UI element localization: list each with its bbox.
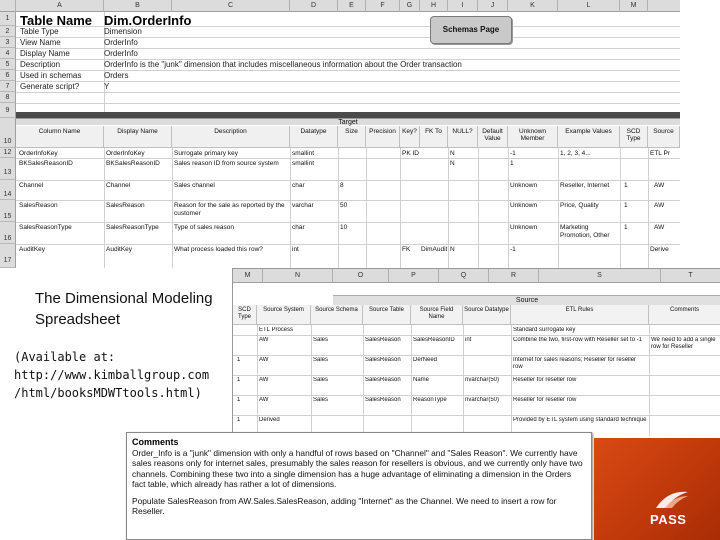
source-section-label: Source — [333, 295, 720, 305]
table-cell[interactable]: N — [450, 160, 455, 167]
table-cell[interactable]: Channel — [106, 182, 131, 189]
meta-value-display-name[interactable]: OrderInfo — [104, 49, 138, 58]
column-header-row — [233, 269, 720, 283]
table-cell[interactable]: ETL Process — [259, 327, 294, 333]
table-cell[interactable]: Reseller for reseller row — [513, 377, 577, 383]
row-header[interactable]: 5 — [0, 59, 16, 70]
col-header-t[interactable]: T — [661, 269, 720, 283]
table-cell[interactable]: DerNeed — [413, 357, 438, 363]
schemas-page-button[interactable]: Schemas Page — [430, 16, 512, 44]
table-cell[interactable]: Provided by ETL system using standard technique — [513, 417, 647, 423]
table-cell[interactable]: smallint — [292, 150, 315, 157]
row-header[interactable]: 10 — [0, 118, 16, 148]
col-header-j[interactable]: J — [478, 0, 508, 12]
header-unknown-member[interactable]: Unknown Member — [508, 126, 558, 148]
table-cell[interactable]: AW — [259, 397, 269, 403]
meta-label-used-in-schemas[interactable]: Used in schemas — [20, 71, 82, 80]
table-cell[interactable]: N — [450, 246, 455, 253]
table-cell[interactable]: 1 — [624, 202, 628, 209]
comments-title: Comments — [132, 437, 179, 447]
table-cell[interactable]: int — [292, 246, 299, 253]
table-cell[interactable]: OrderInfoKey — [106, 150, 145, 157]
header-source-system[interactable]: Source System — [257, 305, 311, 325]
table-cell[interactable]: What process loaded this row? — [174, 246, 263, 253]
table-cell[interactable]: -1 — [510, 246, 516, 253]
table-cell[interactable]: Unknown — [510, 182, 538, 189]
row-header[interactable]: 9 — [0, 103, 16, 118]
table-cell[interactable]: Reseller, Internet — [560, 182, 610, 189]
table-cell[interactable]: smallint — [292, 160, 315, 167]
table-cell[interactable]: BKSalesReasonID — [106, 160, 160, 167]
col-header-a[interactable]: A — [16, 0, 104, 12]
header-source[interactable]: Source — [648, 126, 680, 148]
table-cell[interactable]: Sales — [313, 377, 329, 383]
table-cell[interactable]: 1 — [624, 182, 628, 189]
pass-logo — [594, 438, 720, 540]
table-cell[interactable]: Derived — [259, 417, 280, 423]
table-cell[interactable]: Channel — [19, 182, 44, 189]
table-cell[interactable]: Name — [413, 377, 430, 383]
col-header-o[interactable]: O — [333, 269, 389, 283]
table-cell[interactable]: FK — [402, 246, 411, 253]
caption-available-url[interactable]: (Available at: http://www.kimballgroup.com /html/booksMDWTtools.html) — [14, 350, 210, 400]
comments-body: Order_Info is a "junk" dimension with only a handful of rows based on "Channel" and "Sales Reason". We currently have sales reasons only for internet sales, presumably the sales reason for resellers is obvious, and we currently only have two channels. Combining these two into a single dimension has a huge advantage of eliminating a dimension in the Orders fact table, which already has rather a lot of dimensions. — [132, 448, 583, 490]
table-cell[interactable]: char — [292, 224, 305, 231]
table-cell[interactable]: ReasonType — [413, 397, 447, 403]
header-description[interactable]: Description — [172, 126, 290, 148]
table-cell[interactable]: Reason for the sale as reported by the customer — [174, 202, 285, 217]
pass-swoosh-icon — [654, 488, 690, 510]
table-cell[interactable]: 1 — [237, 377, 241, 383]
table-cell[interactable]: 1 — [237, 357, 241, 363]
row-header[interactable]: 4 — [0, 48, 16, 59]
table-cell[interactable]: SalesReason — [106, 202, 145, 209]
table-cell[interactable]: SalesReason — [365, 337, 401, 343]
table-cell[interactable]: Unknown — [510, 202, 538, 209]
target-section-label: Target — [16, 118, 680, 125]
header-source-schema[interactable]: Source Schema — [311, 305, 363, 325]
meta-label-table-type[interactable]: Table Type — [20, 27, 59, 36]
header-size[interactable]: Size — [338, 126, 366, 148]
table-cell[interactable]: SalesReason — [365, 357, 401, 363]
spreadsheet-source-section — [232, 268, 720, 436]
table-cell[interactable]: PK ID — [402, 150, 419, 157]
row-header[interactable]: 13 — [0, 158, 16, 180]
table-cell[interactable]: Price, Quality — [560, 202, 599, 209]
header-column-name[interactable]: Column Name — [16, 126, 104, 148]
spreadsheet-dim-order-info — [0, 0, 680, 268]
col-header-b[interactable]: B — [104, 0, 172, 12]
row-header[interactable]: 14 — [0, 180, 16, 200]
table-cell[interactable]: SalesReason — [365, 377, 401, 383]
table-cell[interactable]: 8 — [340, 182, 344, 189]
col-header-s[interactable]: S — [539, 269, 661, 283]
table-cell[interactable]: Derive — [650, 246, 669, 253]
meta-value-description[interactable]: OrderInfo is the "junk" dimension that includes miscellaneous information about the Order transaction — [104, 60, 462, 69]
comments-body-populate: Populate SalesReason from AW.Sales.SalesReason, adding "Internet" as the Channel. We need to insert a row for Reseller. — [132, 495, 557, 517]
table-cell[interactable]: We need to add a single row for Reseller — [651, 337, 716, 350]
col-header-e[interactable]: E — [338, 0, 366, 12]
table-cell[interactable]: Type of sales reason — [174, 224, 234, 231]
table-cell[interactable]: Internet for sales reasons; Reseller for reseller row — [513, 357, 637, 370]
header-null[interactable]: NULL? — [448, 126, 478, 148]
table-cell[interactable]: Surrogate primary key — [174, 150, 238, 157]
table-cell[interactable]: SalesReason — [365, 397, 401, 403]
table-name-label[interactable]: Table Name — [20, 13, 93, 28]
header-etl-rules[interactable]: ETL Rules — [511, 305, 649, 325]
meta-label-generate-script[interactable]: Generate script? — [20, 82, 80, 91]
header-source-table[interactable]: Source Table — [363, 305, 411, 325]
header-fk-to[interactable]: FK To — [420, 126, 448, 148]
table-cell[interactable]: 1 — [237, 417, 241, 423]
table-cell[interactable]: AuditKey — [19, 246, 46, 253]
meta-label-view-name[interactable]: View Name — [20, 38, 61, 47]
table-cell[interactable]: varchar — [292, 202, 314, 209]
col-header-f[interactable]: F — [366, 0, 400, 12]
header-scd-type[interactable]: SCD Type — [233, 305, 257, 325]
header-display-name[interactable]: Display Name — [104, 126, 172, 148]
table-cell[interactable]: char — [292, 182, 305, 189]
meta-value-used-in-schemas[interactable]: Orders — [104, 71, 129, 80]
header-datatype[interactable]: Datatype — [290, 126, 338, 148]
row-header[interactable]: 16 — [0, 222, 16, 244]
table-cell[interactable]: Sales — [313, 337, 329, 343]
col-header-c[interactable]: C — [172, 0, 290, 12]
table-cell[interactable]: N — [450, 150, 455, 157]
header-precision[interactable]: Precision — [366, 126, 400, 148]
col-header-q[interactable]: Q — [439, 269, 489, 283]
col-header-g[interactable]: G — [400, 0, 420, 12]
caption-title: The Dimensional Modeling Spreadsheet — [35, 290, 213, 328]
table-name-value[interactable]: Dim.OrderInfo — [104, 13, 192, 28]
header-source-datatype[interactable]: Source Datatype — [463, 305, 511, 325]
table-cell[interactable]: AW — [259, 377, 269, 383]
meta-value-view-name[interactable]: OrderInfo — [104, 38, 138, 47]
table-cell[interactable]: AW — [259, 357, 269, 363]
col-header-m[interactable]: M — [620, 0, 648, 12]
table-cell[interactable]: 50 — [340, 202, 348, 209]
table-cell[interactable]: DimAudit — [421, 246, 448, 253]
table-cell[interactable]: 1 — [237, 397, 241, 403]
col-header-m[interactable]: M — [233, 269, 263, 283]
table-cell[interactable]: Sales reason ID from source system — [174, 160, 279, 167]
row-header[interactable]: 17 — [0, 244, 16, 268]
table-cell[interactable]: 10 — [340, 224, 348, 231]
column-header-row — [0, 0, 680, 12]
table-cell[interactable]: Marketing Promotion, Other — [560, 224, 610, 239]
table-cell[interactable]: nvarchar(50) — [465, 397, 500, 403]
table-cell[interactable]: Reseller for reseller row — [513, 397, 577, 403]
col-header-n[interactable]: N — [263, 269, 333, 283]
header-example-values[interactable]: Example Values — [558, 126, 620, 148]
table-cell[interactable]: Unknown — [510, 224, 538, 231]
table-cell[interactable]: Combine the two, first-row with Reseller set to -1 — [513, 337, 643, 343]
table-cell[interactable]: int — [465, 337, 472, 343]
table-cell[interactable]: 1 — [510, 160, 514, 167]
row-header[interactable]: 12 — [0, 148, 16, 158]
meta-value-table-type[interactable]: Dimension — [104, 27, 142, 36]
table-cell[interactable]: OrderInfoKey — [19, 150, 58, 157]
row-header[interactable]: 3 — [0, 37, 16, 48]
header-source-field-name[interactable]: Source Field Name — [411, 305, 463, 325]
table-cell[interactable]: SalesReasonType — [19, 224, 72, 231]
header-default-value[interactable]: Default Value — [478, 126, 508, 148]
table-cell[interactable]: AW — [654, 202, 665, 209]
row-header[interactable]: 8 — [0, 92, 16, 103]
col-header-k[interactable]: K — [508, 0, 558, 12]
comments-box[interactable] — [126, 432, 592, 540]
table-cell[interactable]: -1 — [510, 150, 516, 157]
row-header[interactable]: 15 — [0, 200, 16, 222]
col-header-p[interactable]: P — [389, 269, 439, 283]
col-header-l[interactable]: L — [558, 0, 620, 12]
header-comments[interactable]: Comments — [649, 305, 720, 325]
table-cell[interactable]: 1 — [624, 224, 628, 231]
header-scd-type[interactable]: SCD Type — [620, 126, 648, 148]
table-cell[interactable]: Standard surrogate key — [513, 327, 576, 333]
table-cell[interactable]: 1, 2, 3, 4... — [560, 150, 591, 157]
meta-label-display-name[interactable]: Display Name — [20, 49, 70, 58]
meta-value-generate-script[interactable]: Y — [104, 82, 110, 91]
row-header[interactable]: 2 — [0, 26, 16, 37]
table-cell[interactable]: AW — [654, 224, 665, 231]
corner-cell[interactable] — [0, 0, 16, 12]
table-cell[interactable]: AW — [654, 182, 665, 189]
table-cell[interactable]: Sales channel — [174, 182, 215, 189]
table-cell[interactable]: ETL Pr — [650, 150, 670, 157]
table-cell[interactable]: SalesReasonType — [106, 224, 159, 231]
header-key[interactable]: Key? — [400, 126, 420, 148]
table-cell[interactable]: nvarchar(50) — [465, 377, 500, 383]
col-header-i[interactable]: I — [448, 0, 478, 12]
col-header-r[interactable]: R — [489, 269, 539, 283]
table-cell[interactable]: AW — [259, 337, 269, 343]
table-cell[interactable]: SalesReasonID — [413, 337, 455, 343]
col-header-d[interactable]: D — [290, 0, 338, 12]
table-cell[interactable]: Sales — [313, 397, 329, 403]
table-cell[interactable]: AuditKey — [106, 246, 133, 253]
table-cell[interactable]: BKSalesReasonID — [19, 160, 73, 167]
table-cell[interactable]: SalesReason — [19, 202, 58, 209]
row-header[interactable]: 6 — [0, 70, 16, 81]
table-cell[interactable]: Sales — [313, 357, 329, 363]
col-header-h[interactable]: H — [420, 0, 448, 12]
pass-logo-text: PASS — [650, 512, 687, 527]
meta-label-description[interactable]: Description — [20, 60, 61, 69]
row-header[interactable]: 1 — [0, 12, 16, 26]
row-header[interactable]: 7 — [0, 81, 16, 92]
